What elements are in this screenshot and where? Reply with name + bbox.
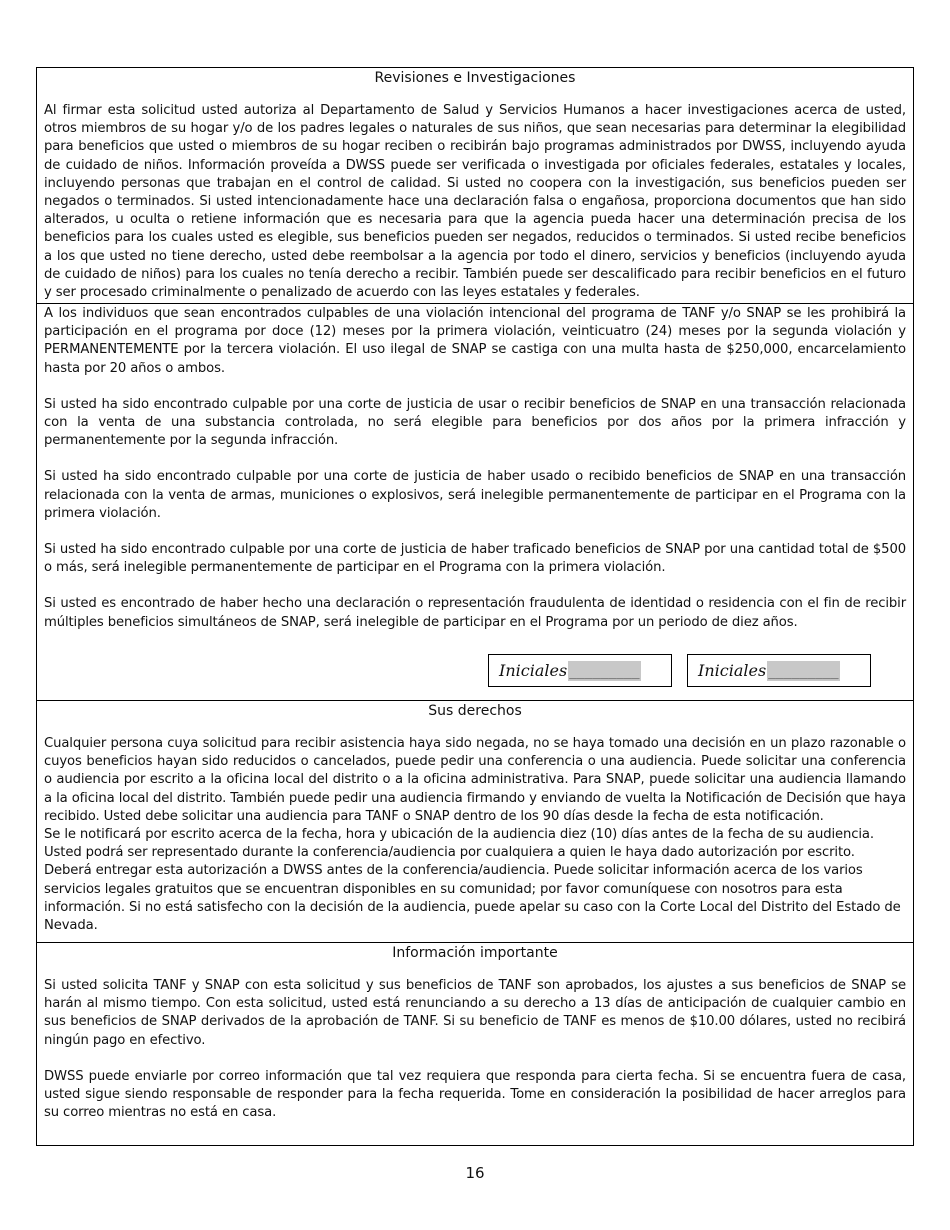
derechos-paragraph-3: Usted podrá ser representado durante la conferencia/audiencia por cualquiera a quien le haya dado autorización por escrito. Deberá entregar esta autorización a DWSS antes de la conferencia/audiencia. Puede solicitar información acerca de los varios servicios legales gratuitos que se encuentran disponibles en su comunidad; por favor comuníquese con nosotros para esta información. Si no está satisfecho con la decisión de la audiencia, puede apelar su caso con la Corte Local del Distrito del Estado de Nevada. bbox=[44, 845, 901, 934]
penalties-paragraph-1: A los individuos que sean encontrados culpables de una violación intencional del programa de TANF y/o SNAP se les prohibirá la participación en el programa por doce (12) meses por la primera violación, veinticuatro (24) meses por la segunda violación y PERMANENTEMENTE por la tercera violación. El uso ilegal de SNAP se castiga con una multa hasta de $250,000, encarcelamiento hasta por 20 años o ambos. bbox=[44, 306, 906, 376]
revisiones-paragraph: Al firmar esta solicitud usted autoriza al Departamento de Salud y Servicios Humanos a hacer investigaciones acerca de usted, otros miembros de su hogar y/o de los padres legales o naturales de sus niños, que sean necesarias para determinar la elegibilidad para beneficios que usted o miembros de su hogar reciben o recibirán bajo programas administrados por DWSS, incluyendo ayuda de cuidado de niños. Información proveída a DWSS puede ser verificada o investigada por oficiales federales, estatales y locales, incluyendo personas que trabajan en el control de calidad. Si usted no coopera con la investigación, sus beneficios pueden ser negados o terminados. Si usted intencionadamente hace una declaración falsa o engañosa, proporciona documentos que han sido alterados, u oculta o retiene información que es necesaria para que la agencia pueda hacer una determinación precisa de los beneficios para los cuales usted es elegible, sus beneficios pueden ser negados, reducidos o terminados. Si usted recibe beneficios a los que usted no tiene derecho, usted debe reembolsar a la agencia por todo el dinero, servicios y beneficios (incluyendo ayuda de cuidado de niños) para los cuales no tenía derecho a recibir. También puede ser descalificado para recibir beneficios en el futuro y ser procesado criminalmente o penalizado de acuerdo con las leyes estatales y federales. bbox=[44, 103, 906, 301]
page-number: 16 bbox=[465, 1164, 485, 1182]
initials-label-1: Iniciales bbox=[499, 661, 568, 680]
derechos-paragraph-2: Se le notificará por escrito acerca de la fecha, hora y ubicación de la audiencia diez (10) días antes de la fecha de su audiencia. bbox=[44, 827, 874, 843]
derechos-paragraph-1: Cualquier persona cuya solicitud para recibir asistencia haya sido negada, no se haya tomado una decisión en un plazo razonable o cuyos beneficios hayan sido reducidos o cancelados, puede pedir una conferencia o una audiencia. Puede solicitar una conferencia o audiencia por escrito a la oficina local del distrito o a la oficina administrativa. Para SNAP, puede solicitar una audiencia llamando a la oficina local del distrito. También puede pedir una audiencia firmando y enviando de vuelta la Notificación de Decisión que haya recibido. Usted debe solicitar una audiencia para TANF o SNAP dentro de los 90 días desde la fecha de esta notificación. bbox=[44, 736, 906, 824]
initials-box-2 bbox=[687, 654, 871, 687]
section-title-derechos: Sus derechos bbox=[428, 703, 522, 719]
penalties-paragraph-5: Si usted es encontrado de haber hecho una declaración o representación fraudulenta de identidad o residencia con el fin de recibir múltiples beneficios simultáneos de SNAP, será inelegible de participar en el Programa por un periodo de diez años. bbox=[44, 596, 906, 630]
importante-paragraph-2: DWSS puede enviarle por correo información que tal vez requiera que responda para cierta fecha. Si se encuentra fuera de casa, usted sigue siendo responsable de responder para la fecha requerida. Tome en consideración la posibilidad de hacer arreglos para su correo mientras no está en casa. bbox=[44, 1068, 906, 1121]
penalties-paragraph-4: Si usted ha sido encontrado culpable por una corte de justicia de haber traficado beneficios de SNAP por una cantidad total de $500 o más, será inelegible permanentemente de participar en el Programa con la primera violación. bbox=[44, 542, 906, 576]
section-derechos bbox=[37, 701, 913, 943]
section-revisiones bbox=[37, 68, 913, 304]
section-title-importante: Información importante bbox=[392, 945, 558, 961]
importante-paragraph-1: Si usted solicita TANF y SNAP con esta solicitud y sus beneficios de TANF son aprobados, los ajustes a sus beneficios de SNAP se harán al mismo tiempo. Con esta solicitud, usted está renunciando a su derecho a 13 días de anticipación de cualquier cambio en sus beneficios de SNAP derivados de la aprobación de TANF. Si su beneficio de TANF es menos de $10.00 dólares, usted no recibirá ningún pago en efectivo. bbox=[44, 978, 906, 1048]
initials-input-2[interactable]: _________ bbox=[767, 661, 839, 681]
initials-row bbox=[488, 654, 871, 687]
initials-box-1 bbox=[488, 654, 672, 687]
initials-input-1[interactable]: _________ bbox=[568, 661, 640, 681]
section-penalties bbox=[37, 305, 913, 701]
initials-label-2: Iniciales bbox=[698, 661, 767, 680]
penalties-paragraph-2: Si usted ha sido encontrado culpable por una corte de justicia de usar o recibir beneficios de SNAP en una transacción relacionada con la venta de una substancia controlada, no será elegible para beneficios por dos años por la primera infracción y permanentemente por la segunda infracción. bbox=[44, 396, 906, 449]
form-frame bbox=[36, 67, 914, 1146]
section-importante bbox=[37, 943, 913, 1145]
penalties-paragraph-3: Si usted ha sido encontrado culpable por una corte de justicia de haber usado o recibido beneficios de SNAP en una transacción relacionada con la venta de armas, municiones o explosivos, será inelegible permanentemente de participar en el Programa con la primera violación. bbox=[44, 469, 906, 521]
section-title-revisiones: Revisiones e Investigaciones bbox=[374, 70, 576, 86]
